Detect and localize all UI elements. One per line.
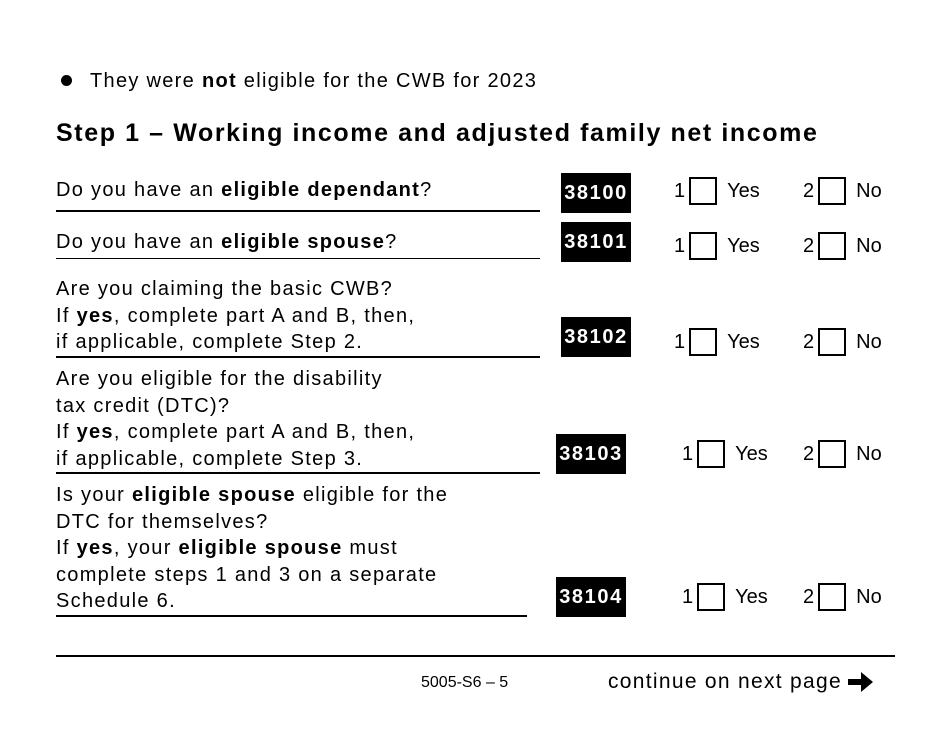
option-label: No	[856, 442, 882, 465]
continue-next-page	[608, 670, 874, 694]
text-part: Are you eligible for the disability	[56, 368, 383, 390]
text-part-bold: eligible spouse	[131, 484, 296, 506]
option-label: No	[856, 234, 882, 257]
arrow-right-icon	[848, 671, 874, 693]
step-title: Step 1 – Working income and adjusted family net income	[56, 119, 819, 147]
option-number: 1	[682, 585, 694, 608]
option-label: No	[856, 585, 882, 608]
text-part: if applicable, complete Step 2.	[56, 331, 364, 353]
option-number: 1	[674, 234, 686, 257]
option-yes-38100[interactable]	[674, 177, 760, 205]
option-label: Yes	[727, 179, 760, 202]
question-line	[56, 588, 448, 615]
question-divider	[56, 472, 540, 474]
line-code-38101: 38101	[561, 222, 631, 262]
text-part: must	[342, 537, 398, 559]
text-part-bold: eligible spouse	[221, 231, 386, 253]
question-line	[56, 393, 415, 420]
question-line	[56, 535, 448, 562]
question-line	[56, 177, 433, 204]
checkbox-yes-38102[interactable]	[689, 328, 717, 356]
continue-label: continue on next page	[608, 670, 842, 693]
text-part: Are you claiming the basic CWB?	[56, 278, 394, 300]
option-label: Yes	[735, 585, 768, 608]
line-code-38100: 38100	[561, 173, 631, 213]
bullet-icon	[61, 75, 72, 86]
text-part-bold: yes	[76, 421, 114, 443]
question-line	[56, 509, 448, 536]
question-line	[56, 482, 448, 509]
bullet-text-bold: not	[201, 70, 237, 92]
option-label: Yes	[727, 234, 760, 257]
question-line	[56, 562, 448, 589]
text-part: Do you have an	[56, 231, 222, 253]
question-line	[56, 276, 415, 303]
question-divider	[56, 615, 527, 617]
option-no-38104[interactable]	[803, 583, 882, 611]
checkbox-yes-38101[interactable]	[689, 232, 717, 260]
option-label: No	[856, 179, 882, 202]
line-code-38103: 38103	[556, 434, 626, 474]
question-line	[56, 446, 415, 473]
text-part: Do you have an	[56, 179, 222, 201]
question-divider	[56, 258, 540, 259]
option-number: 2	[803, 585, 815, 608]
text-part-bold: eligible spouse	[178, 537, 343, 559]
text-part: if applicable, complete Step 3.	[56, 447, 364, 470]
option-number: 1	[674, 330, 686, 353]
question-divider	[56, 210, 540, 212]
text-part-bold: yes	[76, 304, 114, 327]
text-part: tax credit (DTC)?	[56, 394, 231, 417]
text-part: Schedule 6.	[56, 590, 176, 612]
question-38104-text	[56, 482, 448, 615]
option-number: 2	[803, 442, 815, 465]
question-line	[56, 303, 415, 330]
checkbox-yes-38104[interactable]	[697, 583, 725, 611]
checkbox-no-38103[interactable]	[818, 440, 846, 468]
checkbox-no-38104[interactable]	[818, 583, 846, 611]
question-38102-text	[56, 276, 415, 356]
line-code-38102: 38102	[561, 317, 631, 357]
option-yes-38101[interactable]	[674, 232, 760, 260]
text-part-bold: yes	[76, 537, 114, 559]
text-part: eligible for the	[295, 484, 449, 506]
option-number: 2	[803, 234, 815, 257]
text-part: If	[56, 537, 77, 559]
option-no-38100[interactable]	[803, 177, 882, 205]
option-label: No	[856, 330, 882, 353]
page-number: 5005-S6 – 5	[421, 674, 509, 691]
line-code-38104: 38104	[556, 577, 626, 617]
option-yes-38102[interactable]	[674, 328, 760, 356]
text-part: ?	[420, 179, 433, 201]
option-no-38103[interactable]	[803, 440, 882, 468]
checkbox-yes-38100[interactable]	[689, 177, 717, 205]
text-part: Is your	[56, 484, 132, 506]
question-38101-text	[56, 229, 398, 256]
text-part: DTC for themselves?	[56, 510, 269, 533]
question-line	[56, 229, 398, 256]
option-number: 2	[803, 179, 815, 202]
text-part: , complete part A and B, then,	[113, 304, 416, 327]
option-number: 2	[803, 330, 815, 353]
checkbox-no-38101[interactable]	[818, 232, 846, 260]
text-part: If	[56, 421, 77, 443]
checkbox-no-38102[interactable]	[818, 328, 846, 356]
text-part: , your	[113, 537, 179, 559]
option-label: Yes	[727, 330, 760, 353]
text-part: , complete part A and B, then,	[113, 421, 416, 443]
checkbox-no-38100[interactable]	[818, 177, 846, 205]
question-line	[56, 366, 415, 393]
footer-divider	[56, 655, 895, 657]
text-part: complete steps 1 and 3 on a separate	[56, 563, 438, 586]
option-yes-38103[interactable]	[682, 440, 768, 468]
option-no-38101[interactable]	[803, 232, 882, 260]
bullet-text	[90, 68, 537, 95]
question-line	[56, 419, 415, 446]
question-38100-text	[56, 177, 433, 204]
question-divider	[56, 356, 540, 358]
option-number: 1	[674, 179, 686, 202]
option-no-38102[interactable]	[803, 328, 882, 356]
text-part: If	[56, 304, 77, 327]
option-yes-38104[interactable]	[682, 583, 768, 611]
checkbox-yes-38103[interactable]	[697, 440, 725, 468]
bullet-text-before: They were	[90, 70, 202, 92]
text-part: ?	[385, 231, 398, 253]
option-label: Yes	[735, 442, 768, 465]
option-number: 1	[682, 442, 694, 465]
question-line	[56, 329, 415, 356]
bullet-text-after: eligible for the CWB for 2023	[236, 70, 538, 92]
question-38103-text	[56, 366, 415, 472]
text-part-bold: eligible dependant	[221, 179, 421, 201]
